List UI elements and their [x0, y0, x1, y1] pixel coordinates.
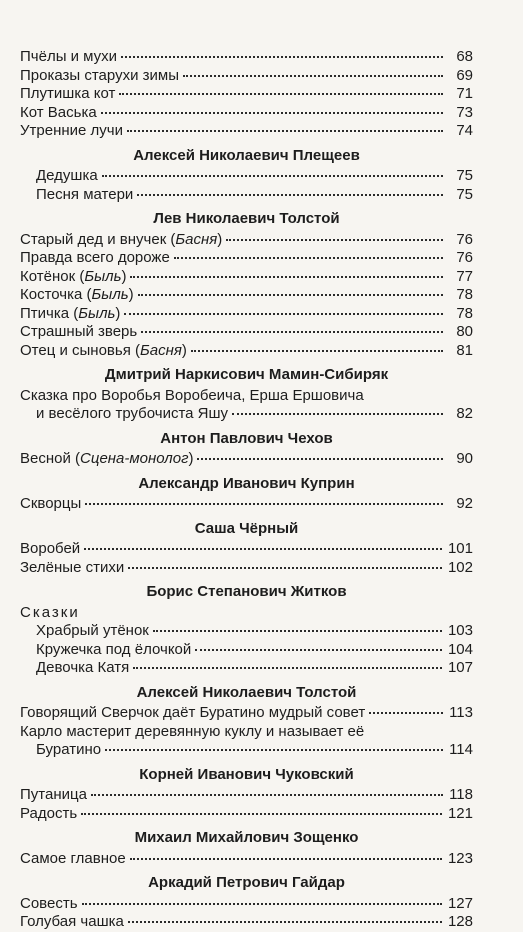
- entry-title: Плутишка кот: [20, 85, 116, 102]
- dot-leader: [197, 458, 443, 460]
- entry-page: 121: [447, 804, 473, 822]
- author-heading: Саша Чёрный: [194, 519, 299, 537]
- section-subheading: Сказки: [20, 603, 80, 621]
- toc-entry: [20, 704, 473, 723]
- dot-leader: [153, 630, 442, 632]
- dot-leader: [369, 712, 443, 714]
- entry-page: 127: [447, 894, 473, 912]
- entry-title: Кот Васька: [20, 103, 97, 121]
- author-heading: Борис Степанович Житков: [146, 583, 347, 600]
- author-heading: Михаил Михайлович Зощенко: [134, 829, 359, 846]
- entry-genre: Быль: [78, 304, 116, 322]
- toc-entry: [20, 405, 473, 424]
- toc-entry: [20, 323, 473, 342]
- entry-title: Птичка: [20, 304, 70, 322]
- entry-title: Совесть: [20, 894, 78, 912]
- entry-title: Утренние лучи: [20, 122, 123, 139]
- entry-title: Девочка Катя: [36, 659, 130, 676]
- entry-page: 82: [456, 405, 473, 422]
- dot-leader: [137, 194, 443, 196]
- dot-leader: [183, 75, 443, 77]
- entry-page: 74: [456, 122, 473, 139]
- author-heading: Александр Иванович Куприн: [138, 474, 355, 492]
- entry-page: 76: [456, 249, 473, 266]
- dot-leader: [195, 649, 442, 651]
- dot-leader: [85, 503, 443, 505]
- entry-page: 101: [447, 540, 473, 557]
- dot-leader: [82, 903, 442, 905]
- entry-title: Пчёлы и мухи: [20, 48, 118, 65]
- toc-entry: [20, 85, 473, 104]
- entry-title: Кружечка под ёлочкой: [36, 640, 192, 658]
- toc-entry: [20, 48, 473, 67]
- dot-leader: [130, 276, 443, 278]
- entry-page: 90: [456, 450, 473, 467]
- toc-entry: [20, 641, 473, 660]
- toc-entry: [20, 659, 473, 678]
- toc-entry: [20, 167, 473, 186]
- entry-page: 128: [447, 913, 473, 930]
- entry-title: Путаница: [20, 786, 87, 803]
- entry-genre: Басня: [140, 341, 182, 359]
- author-heading: Алексей Николаевич Плещеев: [133, 146, 360, 164]
- entry-title: Котёнок: [20, 267, 76, 285]
- entry-title: Страшный зверь: [20, 323, 138, 340]
- entry-page: 75: [456, 185, 473, 203]
- entry-page: 103: [447, 622, 473, 639]
- entry-page: 69: [456, 66, 473, 84]
- entry-genre: Быль: [84, 267, 122, 285]
- entry-page: 118: [449, 786, 473, 803]
- toc-entry: [20, 559, 473, 578]
- toc-entry: [20, 249, 473, 268]
- entry-page: 92: [456, 495, 473, 512]
- entry-title: Воробей: [20, 540, 81, 557]
- toc-entry: [20, 741, 473, 760]
- dot-leader: [84, 548, 442, 550]
- entry-genre: Сцена-монолог: [80, 450, 189, 467]
- toc-entry: [20, 186, 473, 205]
- dot-leader: [141, 331, 443, 333]
- toc-entry: [20, 122, 473, 141]
- entry-title: Радость: [20, 804, 78, 822]
- dot-leader: [174, 257, 443, 259]
- entry-title: Правда всего дороже: [20, 249, 170, 266]
- dot-leader: [128, 921, 442, 923]
- toc-entry: [20, 805, 473, 824]
- toc-entry: [20, 540, 473, 559]
- toc-entry: [20, 622, 473, 641]
- toc-entry: [20, 913, 473, 932]
- entry-title: Самое главное: [20, 849, 126, 867]
- author-heading: Антон Павлович Чехов: [160, 429, 333, 447]
- entry-page: 78: [456, 304, 473, 322]
- author-heading: Аркадий Петрович Гайдар: [148, 874, 345, 891]
- toc-entry: [20, 495, 473, 514]
- toc-entry: Весной (Сцена-монолог) 90: [20, 450, 473, 467]
- entry-title-line: Карло мастерит деревянную куклу и называет её: [20, 722, 365, 740]
- toc-entry: Отец и сыновья (Басня) 81: [20, 341, 473, 359]
- entry-page: 80: [456, 323, 473, 340]
- entry-title: Старый дед и внучек: [20, 230, 167, 248]
- entry-title-line: Буратино: [36, 741, 102, 758]
- dot-leader: [105, 749, 443, 751]
- dot-leader: [102, 175, 443, 177]
- entry-page: 104: [447, 640, 473, 658]
- entry-page: 107: [447, 659, 473, 676]
- entry-genre: Басня: [175, 230, 218, 248]
- toc-entry: Старый дед и внучек (Басня) 76: [20, 230, 473, 248]
- entry-page: 71: [456, 85, 473, 102]
- entry-page: 81: [456, 341, 473, 359]
- toc-entry: Птичка (Быль) 78: [20, 304, 473, 322]
- dot-leader: [124, 313, 443, 315]
- dot-leader: [91, 794, 443, 796]
- entry-page: 68: [456, 48, 473, 65]
- entry-page: 113: [449, 704, 473, 721]
- entry-page: 75: [456, 167, 473, 184]
- entry-title: Скворцы: [20, 495, 82, 512]
- entry-title: Отец и сыновья: [20, 341, 131, 359]
- author-heading: Лев Николаевич Толстой: [153, 210, 340, 227]
- dot-leader: [121, 56, 443, 58]
- toc-entry: Котёнок (Быль) 77: [20, 267, 473, 285]
- toc-entry: [20, 850, 473, 869]
- entry-genre: Быль: [91, 286, 129, 303]
- entry-title: Косточка: [20, 286, 83, 303]
- dot-leader: [226, 239, 443, 241]
- entry-page: 77: [456, 267, 473, 285]
- dot-leader: [232, 413, 443, 415]
- entry-title: Говорящий Сверчок даёт Буратино мудрый совет: [20, 704, 366, 721]
- toc-entry: [20, 104, 473, 123]
- dot-leader: [119, 93, 443, 95]
- entry-title: Песня матери: [36, 185, 134, 203]
- dot-leader: [101, 112, 443, 114]
- entry-page: 73: [456, 103, 473, 121]
- toc-entry: [20, 67, 473, 86]
- toc-entry: [20, 786, 473, 805]
- entry-title: Весной: [20, 450, 71, 467]
- entry-page: 78: [456, 286, 473, 303]
- entry-page: 76: [456, 230, 473, 248]
- entry-title: Храбрый утёнок: [36, 622, 149, 639]
- dot-leader: [81, 813, 442, 815]
- entry-title-line: и весёлого трубочиста Яшу: [36, 405, 229, 422]
- dot-leader: [138, 294, 443, 296]
- entry-page: 102: [447, 558, 473, 576]
- entry-title: Проказы старухи зимы: [20, 66, 179, 84]
- entry-page: 123: [447, 849, 473, 867]
- entry-page: 114: [449, 741, 473, 758]
- author-heading: Корней Иванович Чуковский: [139, 765, 354, 783]
- dot-leader: [128, 567, 442, 569]
- author-heading: Дмитрий Наркисович Мамин-Сибиряк: [104, 366, 389, 383]
- dot-leader: [133, 667, 442, 669]
- toc-entry: [20, 895, 473, 914]
- entry-title-line: Сказка про Воробья Воробеича, Ерша Ершовича: [20, 386, 364, 404]
- toc-entry: Косточка (Быль) 78: [20, 286, 473, 303]
- dot-leader: [127, 130, 443, 132]
- entry-title: Голубая чашка: [20, 913, 124, 930]
- entry-title: Дедушка: [36, 167, 98, 184]
- entry-title: Зелёные стихи: [20, 558, 125, 576]
- author-heading: Алексей Николаевич Толстой: [136, 683, 357, 701]
- dot-leader: [130, 858, 442, 860]
- dot-leader: [191, 350, 443, 352]
